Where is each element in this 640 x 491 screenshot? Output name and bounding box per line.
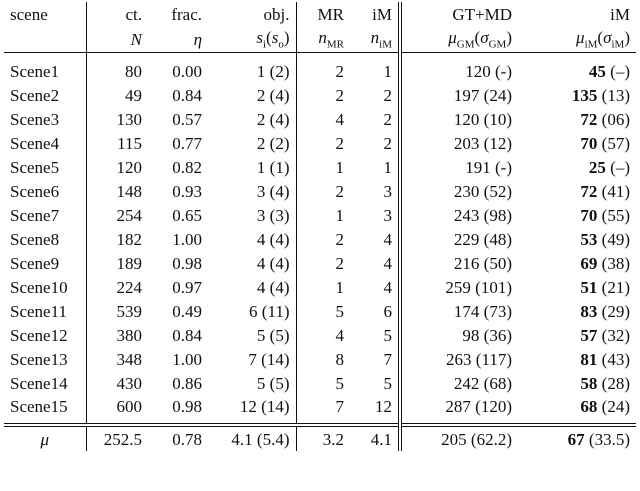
im-sigma-value: (24) [601,397,630,416]
fraction-cell: 0.65 [172,205,202,225]
table-header [4,2,636,53]
objects-cell: 6 (11) [208,299,296,323]
gtmd-cell: 197 (24) [453,85,512,105]
fraction-cell: 1.00 [172,229,202,249]
count-cell: 539 [116,301,142,321]
im-sigma-value: (38) [601,253,630,273]
count-cell: 80 [125,61,142,81]
header-row-2 [4,27,636,53]
objects-cell: 3 (3) [208,203,296,227]
gtmd-cell: 191 (-) [465,157,512,177]
im-sigma-value: (28) [601,373,630,393]
scene-cell: Scene7 [4,203,86,227]
header-im: iM [350,2,400,27]
im-stats-cell [518,395,636,425]
scene-cell: Scene1 [4,53,86,84]
im-mu-value: 81 [580,349,598,369]
objects-cell: 4 (4) [208,251,296,275]
im-mu-value: 69 [580,253,598,273]
im-cell: 5 [350,323,400,347]
im-stats-cell [518,83,636,107]
mean-fraction: 0.78 [148,425,208,451]
fraction-cell: 1.00 [172,349,202,369]
objects-cell: 1 (2) [208,53,296,84]
table-row [4,203,636,227]
mr-cell: 7 [335,397,344,416]
im-mu-value: 25 [588,157,606,177]
scene-cell: Scene2 [4,83,86,107]
objects-cell: 2 (4) [208,107,296,131]
header-fraction: frac. [171,5,202,24]
table-row [4,371,636,395]
im-sigma-value: (49) [601,229,630,249]
mr-cell: 5 [335,373,344,393]
im-stats-cell [518,371,636,395]
im-cell: 3 [350,203,400,227]
mr-cell: 1 [335,157,344,177]
im-cell: 2 [350,131,400,155]
scene-cell: Scene3 [4,107,86,131]
objects-cell: 2 (2) [208,131,296,155]
im-cell: 1 [350,155,400,179]
scene-cell: Scene14 [4,371,86,395]
objects-cell: 7 (14) [208,347,296,371]
im-stats-cell [518,299,636,323]
header-gtmd-symbol: $\mu_{GM}(\sigma_{GM})$ [400,27,518,53]
im-cell: 2 [350,83,400,107]
mr-cell: 2 [335,85,344,105]
fraction-cell: 0.77 [172,133,202,153]
scene-cell: Scene11 [4,299,86,323]
count-cell: 148 [116,181,142,201]
im-mu-value: 83 [580,301,598,321]
im-cell: 1 [350,53,400,84]
table-row [4,53,636,84]
gtmd-cell: 259 (101) [445,277,512,297]
table-row [4,227,636,251]
scene-cell: Scene9 [4,251,86,275]
mean-objects: 4.1 (5.4) [208,425,296,451]
objects-cell: 4 (4) [208,275,296,299]
gtmd-cell: 230 (52) [453,181,512,201]
im-sigma-value: (21) [601,277,630,297]
gtmd-cell: 287 (120) [445,397,512,416]
im-mu-value: 70 [580,133,598,153]
im-mu-value: 45 [588,61,606,81]
header-mr-symbol: $n_{MR}$ [296,27,350,53]
im-mu-value: 58 [580,373,598,393]
table-footer [4,425,636,451]
gtmd-cell: 243 (98) [453,205,512,225]
mr-cell: 2 [335,253,344,273]
fraction-cell: 0.84 [172,325,202,345]
fraction-cell: 0.57 [172,109,202,129]
im-stats-cell [518,251,636,275]
count-cell: 49 [125,85,142,105]
fraction-cell: 0.49 [172,301,202,321]
fraction-cell: 0.97 [172,277,202,297]
mean-im-sigma: (33.5) [588,429,630,449]
gtmd-cell: 98 (36) [462,325,512,345]
im-cell: 4 [350,251,400,275]
im-stats-cell [518,53,636,84]
im-mu-value: 135 [571,85,598,105]
im-sigma-value: (06) [601,109,630,129]
table-row [4,131,636,155]
objects-cell: 5 (5) [208,323,296,347]
header-fraction-symbol: η [148,27,208,53]
im-mu-value: 57 [580,325,598,345]
im-sigma-value: (55) [601,205,630,225]
mean-row [4,425,636,451]
im-cell: 3 [350,179,400,203]
table-row [4,155,636,179]
im-cell: 5 [350,371,400,395]
mr-cell: 5 [335,301,344,321]
scene-cell: Scene12 [4,323,86,347]
objects-cell: 5 (5) [208,371,296,395]
header-scene: scene [4,2,86,27]
fraction-cell: 0.84 [172,85,202,105]
header-im-symbol: $n_{iM}$ [350,27,400,53]
mr-cell: 1 [335,277,344,297]
results-table [4,2,636,451]
gtmd-cell: 120 (-) [465,61,512,81]
gtmd-cell: 229 (48) [453,229,512,249]
im-stats-cell [518,275,636,299]
fraction-cell: 0.93 [172,181,202,201]
mr-cell: 4 [335,109,344,129]
objects-cell: 1 (1) [208,155,296,179]
mr-cell: 2 [335,229,344,249]
im-stats-cell [518,227,636,251]
mean-gtmd: 205 (62.2) [400,425,518,451]
header-im-stats-symbol: $\mu_{iM}(\sigma_{iM})$ [518,27,636,53]
count-cell: 380 [116,325,142,345]
table-row [4,275,636,299]
im-stats-cell [518,155,636,179]
scene-cell: Scene8 [4,227,86,251]
mean-im: 4.1 [350,425,400,451]
im-stats-cell [518,203,636,227]
scene-cell: Scene15 [4,395,86,425]
im-mu-value: 68 [580,397,598,416]
table-row [4,347,636,371]
im-sigma-value: (–) [610,157,630,177]
header-scene-sub [4,27,86,53]
scene-cell: Scene10 [4,275,86,299]
im-stats-cell [518,107,636,131]
header-objects: obj. [208,2,296,27]
objects-cell: 4 (4) [208,227,296,251]
im-cell: 2 [350,107,400,131]
mr-cell: 8 [335,349,344,369]
im-cell: 6 [350,299,400,323]
im-sigma-value: (13) [601,85,630,105]
count-cell: 189 [116,253,142,273]
gtmd-cell: 242 (68) [453,373,512,393]
table-row [4,251,636,275]
mean-im-stats [518,425,636,451]
mean-count: 252.5 [86,425,148,451]
gtmd-cell: 263 (117) [446,349,512,369]
mean-label: μ [4,425,86,451]
mean-mr: 3.2 [296,425,350,451]
count-cell: 182 [116,229,142,249]
fraction-cell: 0.86 [172,373,202,393]
objects-cell: 3 (4) [208,179,296,203]
header-row-1 [4,2,636,27]
table-row [4,299,636,323]
im-stats-cell [518,347,636,371]
im-mu-value: 70 [580,205,598,225]
fraction-cell: 0.82 [172,157,202,177]
im-stats-cell [518,323,636,347]
im-stats-cell [518,179,636,203]
table-body [4,53,636,426]
im-mu-value: 51 [580,277,598,297]
im-mu-value: 72 [580,109,598,129]
im-sigma-value: (41) [601,181,630,201]
scene-cell: Scene5 [4,155,86,179]
im-mu-value: 53 [580,229,598,249]
fraction-cell: 0.00 [172,61,202,81]
table-row [4,179,636,203]
gtmd-cell: 203 (12) [453,133,512,153]
mr-cell: 2 [335,133,344,153]
objects-cell: 12 (14) [208,395,296,425]
table-row [4,395,636,425]
count-cell: 120 [116,157,142,177]
mr-cell: 1 [335,205,344,225]
count-cell: 600 [116,397,142,416]
count-cell: 115 [117,133,142,153]
im-cell: 4 [350,275,400,299]
im-sigma-value: (29) [601,301,630,321]
table-row [4,107,636,131]
header-gtmd: GT+MD [452,5,512,24]
header-objects-symbol: $s_i(s_o)$ [208,27,296,53]
im-stats-cell [518,131,636,155]
gtmd-cell: 174 (73) [453,301,512,321]
im-sigma-value: (43) [601,349,630,369]
header-mr: MR [317,5,344,24]
header-count-symbol: N [86,27,148,53]
mr-cell: 4 [335,325,344,345]
gtmd-cell: 120 (10) [453,109,512,129]
scene-cell: Scene13 [4,347,86,371]
objects-cell: 2 (4) [208,83,296,107]
table-row [4,83,636,107]
im-sigma-value: (32) [601,325,630,345]
header-im-stats: iM [610,5,630,24]
mean-im-mu: 67 [567,429,585,449]
count-cell: 130 [116,109,142,129]
count-cell: 254 [116,205,142,225]
fraction-cell: 0.98 [172,253,202,273]
im-cell: 12 [350,395,400,425]
gtmd-cell: 216 (50) [453,253,512,273]
count-cell: 224 [116,277,142,297]
table-row [4,323,636,347]
im-cell: 4 [350,227,400,251]
header-count: ct. [125,5,142,24]
im-cell: 7 [350,347,400,371]
mr-cell: 2 [335,61,344,81]
im-sigma-value: (57) [601,133,630,153]
fraction-cell: 0.98 [172,397,202,416]
count-cell: 348 [116,349,142,369]
scene-cell: Scene4 [4,131,86,155]
count-cell: 430 [116,373,142,393]
mr-cell: 2 [335,181,344,201]
im-mu-value: 72 [580,181,598,201]
scene-cell: Scene6 [4,179,86,203]
im-sigma-value: (–) [610,61,630,81]
